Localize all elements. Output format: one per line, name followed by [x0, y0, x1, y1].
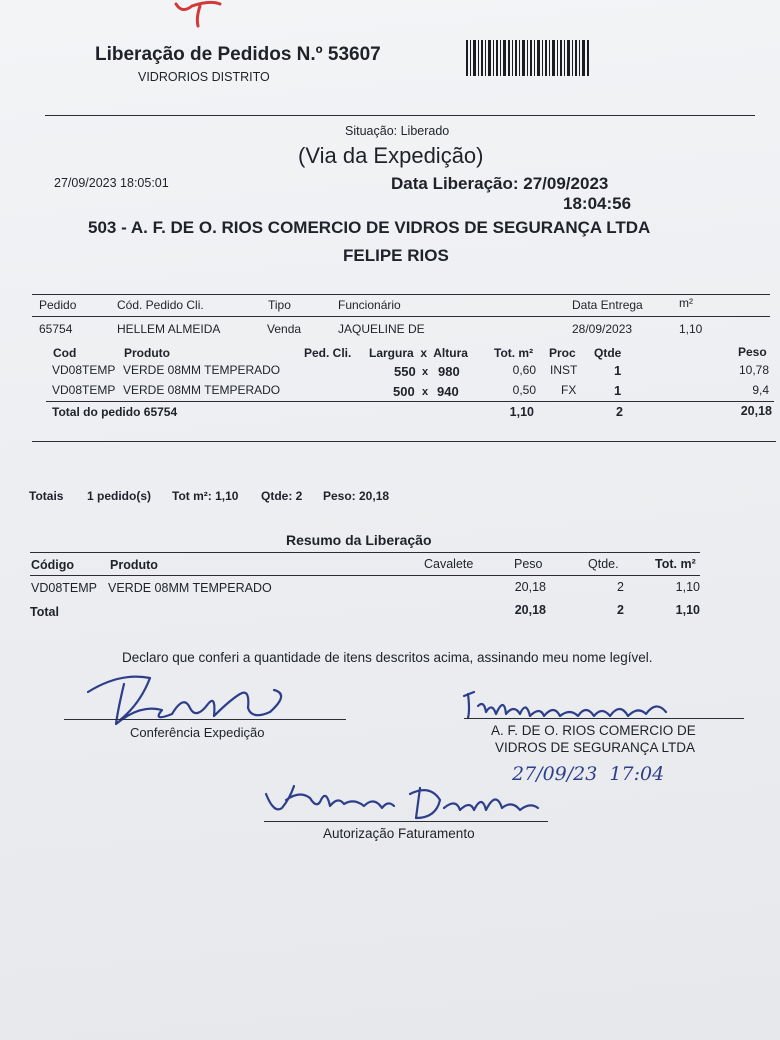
item-1-largura: 550 — [394, 364, 416, 379]
item-proc-header: Proc — [549, 346, 576, 360]
totals-tot-m2: Tot m²: 1,10 — [172, 489, 239, 503]
order-cod-cli: HELLEM ALMEIDA — [117, 322, 221, 336]
col-tipo-header: Tipo — [268, 298, 291, 312]
item-1-altura: 980 — [438, 364, 460, 379]
item-ped-cli-header: Ped. Cli. — [304, 346, 352, 360]
col-funcionario-header: Funcionário — [338, 298, 401, 312]
status-label: Situação: Liberado — [345, 124, 450, 138]
summary-codigo-header: Código — [31, 558, 75, 572]
item-1-produto: VERDE 08MM TEMPERADO — [123, 363, 281, 377]
header-divider — [45, 115, 755, 116]
via-label: (Via da Expedição) — [298, 143, 484, 168]
order-total-m2: 1,10 — [509, 405, 534, 419]
summary-cavalete-header: Cavalete — [424, 557, 474, 571]
item-2-tot-m2: 0,50 — [512, 383, 536, 397]
col-m2-header: m² — [679, 296, 693, 310]
item-1-cod: VD08TEMP — [52, 363, 116, 377]
totals-qtde: Qtde: 2 — [261, 489, 303, 503]
item-2-cod: VD08TEMP — [52, 383, 116, 397]
order-total-divider — [46, 401, 774, 402]
summary-produto-header: Produto — [110, 558, 158, 572]
summary-total-tot-m2: 1,10 — [675, 603, 700, 617]
signature-autorizacao — [260, 778, 550, 826]
order-tipo: Venda — [267, 322, 302, 336]
item-qtde-header: Qtde — [594, 346, 622, 360]
summary-row-produto: VERDE 08MM TEMPERADO — [108, 581, 272, 595]
item-2-x: x — [422, 386, 429, 398]
summary-top-divider — [30, 552, 700, 553]
order-total-qtde: 2 — [616, 405, 623, 419]
signature-line-client — [464, 718, 744, 719]
order-header-divider — [32, 316, 770, 317]
item-cod-header: Cod — [53, 346, 77, 360]
item-1-x: x — [422, 366, 429, 378]
summary-total-peso: 20,18 — [514, 603, 546, 617]
signature-line-conferencia — [64, 719, 346, 720]
order-top-divider — [32, 294, 770, 295]
item-2-peso: 9,4 — [752, 383, 769, 397]
summary-row-qtde: 2 — [617, 580, 624, 594]
document-title: Liberação de Pedidos N.º 53607 — [95, 44, 381, 65]
order-total-peso: 20,18 — [740, 404, 772, 418]
col-data-entrega-header: Data Entrega — [572, 298, 643, 312]
totals-label: Totais — [29, 489, 64, 503]
client-sign-line2: VIDROS DE SEGURANÇA LTDA — [495, 740, 696, 755]
item-largura-altura-header: Largura x Altura — [369, 346, 468, 360]
item-2-largura: 500 — [393, 384, 415, 399]
totals-peso: Peso: 20,18 — [323, 489, 390, 503]
signature-conferencia — [80, 664, 300, 734]
conferencia-label: Conferência Expedição — [130, 725, 265, 740]
order-total-label: Total do pedido 65754 — [52, 405, 178, 419]
item-2-altura: 940 — [437, 384, 459, 399]
summary-tot-m2-header: Tot. m² — [655, 557, 696, 571]
contact-name: FELIPE RIOS — [343, 246, 449, 265]
col-cod-cli-header: Cód. Pedido Cli. — [117, 298, 204, 312]
item-tot-m2-header: Tot. m² — [494, 346, 534, 360]
client-name: 503 - A. F. DE O. RIOS COMERCIO DE VIDROS DE SEGURANÇA LTDA — [88, 218, 651, 237]
order-bottom-divider — [32, 441, 776, 442]
summary-row-tot-m2: 1,10 — [675, 580, 700, 594]
print-datetime: 27/09/2023 18:05:01 — [54, 176, 169, 190]
item-1-qtde: 1 — [614, 363, 622, 378]
summary-row-codigo: VD08TEMP — [31, 581, 97, 595]
summary-total-qtde: 2 — [617, 603, 624, 617]
col-pedido-header: Pedido — [39, 298, 77, 312]
order-data-entrega: 28/09/2023 — [572, 322, 633, 336]
signature-line-autorizacao — [264, 821, 548, 822]
item-1-proc: INST — [550, 363, 578, 377]
order-pedido: 65754 — [39, 322, 73, 336]
company-name: VIDRORIOS DISTRITO — [138, 70, 270, 84]
declaration-text: Declaro que conferi a quantidade de itens descritos acima, assinando meu nome legível. — [122, 650, 653, 665]
item-1-tot-m2: 0,60 — [512, 363, 536, 377]
item-2-produto: VERDE 08MM TEMPERADO — [123, 383, 281, 397]
handwritten-date: 27/09/23 17:04 — [512, 763, 665, 785]
autorizacao-label: Autorização Faturamento — [323, 826, 475, 841]
summary-total-label: Total — [30, 605, 59, 619]
summary-header-divider — [30, 575, 700, 576]
totals-pedidos: 1 pedido(s) — [87, 489, 152, 503]
item-2-proc: FX — [561, 383, 577, 397]
item-1-peso: 10,78 — [738, 363, 769, 377]
client-sign-line1: A. F. DE O. RIOS COMERCIO DE — [491, 723, 696, 738]
order-m2: 1,10 — [679, 322, 703, 336]
release-date: Data Liberação: 27/09/2023 — [391, 174, 609, 193]
summary-title: Resumo da Liberação — [286, 532, 432, 548]
release-time: 18:04:56 — [563, 194, 632, 213]
order-funcionario: JAQUELINE DE — [338, 322, 425, 336]
summary-peso-header: Peso — [514, 557, 543, 571]
red-pen-mark — [170, 0, 230, 30]
item-peso-header: Peso — [738, 345, 767, 359]
barcode — [466, 40, 592, 76]
summary-row-peso: 20,18 — [514, 580, 546, 594]
signature-client — [460, 686, 700, 726]
item-2-qtde: 1 — [614, 383, 622, 398]
summary-qtde-header: Qtde. — [588, 557, 619, 571]
item-produto-header: Produto — [124, 346, 170, 360]
